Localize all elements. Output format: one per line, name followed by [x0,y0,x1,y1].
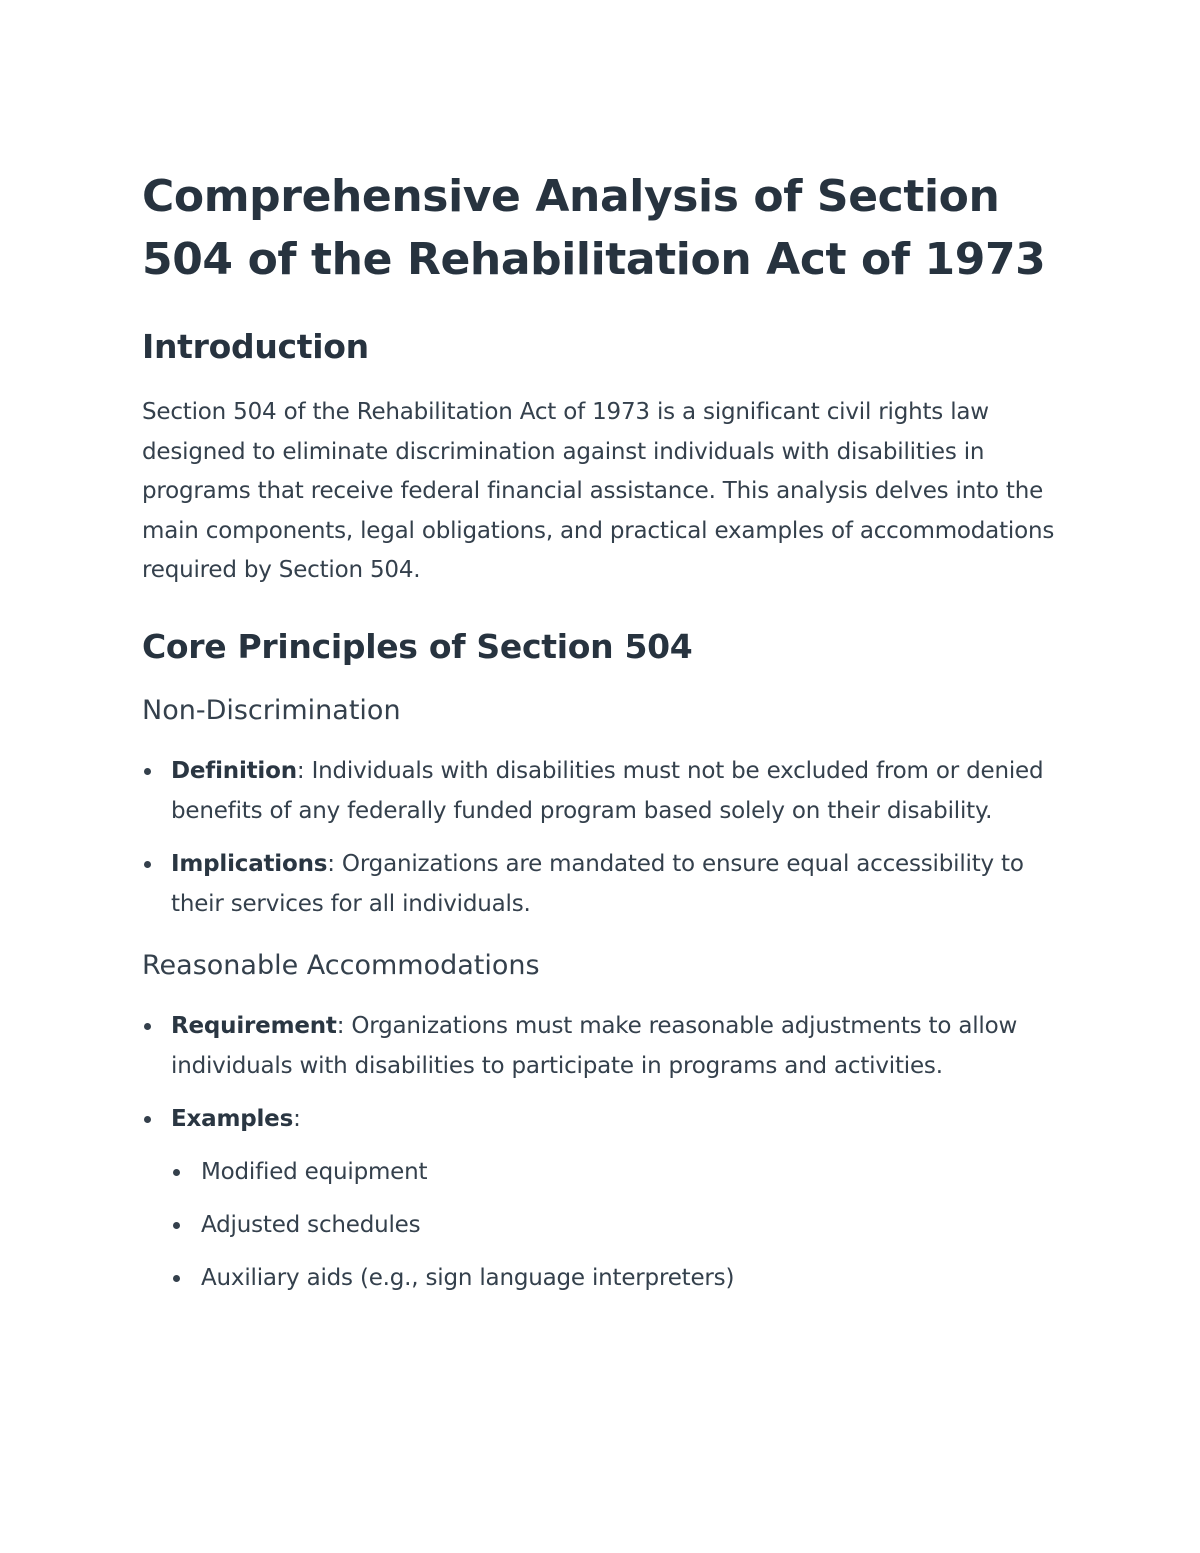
document-page [142,165,1072,1311]
list-item-text: : Individuals with disabilities must not be excluded from or denied benefits of any federally funded program based solely on their disability. [171,757,1044,824]
example-item: Adjusted schedules [171,1205,1072,1245]
list-item-text: : Organizations are mandated to ensure equal accessibility to their services for all individuals. [171,850,1024,917]
example-item: Modified equipment [171,1152,1072,1192]
introduction-paragraph: Section 504 of the Rehabilitation Act of 1973 is a significant civil rights law designed to eliminate discrimination against individuals with disabilities in programs that receive federal financial assistance. This analysis delves into the main components, legal obligations, and practical examples of accommodations required by Section 504. [142,399,1055,583]
reasonable-accommodations-list [142,1006,1072,1298]
list-item [142,751,1072,831]
document-title: Comprehensive Analysis of Section 504 of the Rehabilitation Act of 1973 [142,171,1046,285]
reasonable-accommodations-heading: Reasonable Accommodations [142,949,540,981]
list-item-term: Implications [171,850,328,877]
list-item [142,1006,1072,1086]
list-item-text: : Organizations must make reasonable adjustments to allow individuals with disabilities to participate in programs and activities. [171,1012,1018,1079]
list-item-term: Examples [171,1105,294,1132]
non-discrimination-list [142,751,1072,924]
example-item: Auxiliary aids (e.g., sign language interpreters) [171,1258,1072,1298]
list-item [142,1099,1072,1298]
examples-list [171,1152,1072,1298]
non-discrimination-heading: Non-Discrimination [142,694,401,726]
list-item [142,844,1072,924]
list-item-term: Definition [171,757,297,784]
list-item-text: : [293,1105,301,1132]
introduction-heading: Introduction [142,327,369,366]
list-item-term: Requirement [171,1012,337,1039]
core-principles-heading: Core Principles of Section 504 [142,626,693,666]
